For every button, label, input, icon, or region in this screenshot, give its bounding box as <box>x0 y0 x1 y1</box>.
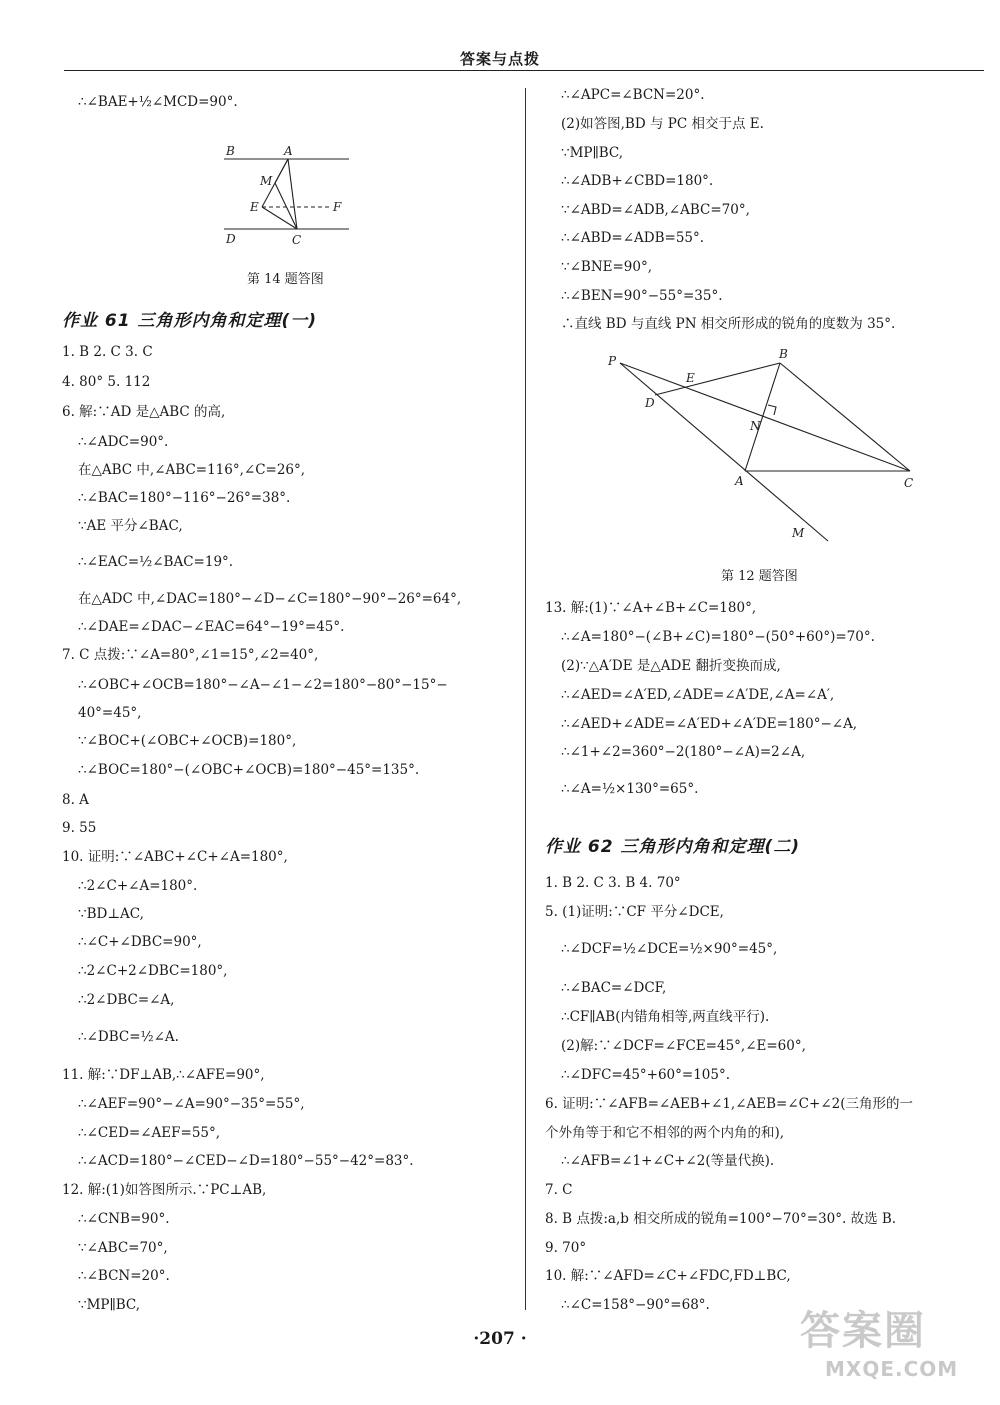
answer-line: ∴∠DFC=45°+60°=105°. <box>561 1067 731 1083</box>
answer-line: 9. 70° <box>545 1240 587 1256</box>
answer-line: ∴∠DBC=½∠A. <box>78 1029 179 1045</box>
answer-line: ∴CF∥AB(内错角相等,两直线平行). <box>561 1009 770 1025</box>
answer-line: ∵∠BNE=90°, <box>561 259 653 275</box>
fig12-label-a: A <box>735 474 744 488</box>
fig12-line-ba <box>745 363 780 471</box>
answer-line: ∴∠BAC=180°−116°−26°=38°. <box>78 490 291 506</box>
answer-line: 9. 55 <box>62 820 97 836</box>
answer-line: ∵∠ABD=∠ADB,∠ABC=70°, <box>561 202 750 218</box>
answer-line: ∴∠DCF=½∠DCE=½×90°=45°, <box>561 941 778 957</box>
answer-line: 10. 证明:∵∠ABC+∠C+∠A=180°, <box>62 849 288 865</box>
answer-line: ∴∠CNB=90°. <box>78 1211 170 1227</box>
answer-line: ∴∠BAC=∠DCF, <box>561 980 667 996</box>
answer-line: 40°=45°, <box>78 705 142 721</box>
answer-line-intro: ∴∠BAE+½∠MCD=90°. <box>78 94 238 110</box>
answer-line: 6. 证明:∵∠AFB=∠AEB+∠1,∠AEB=∠C+∠2(三角形的一 <box>545 1096 913 1112</box>
fig14-label-c: C <box>292 233 302 247</box>
answer-line: 1. B 2. C 3. C <box>62 344 153 360</box>
figure-12-diagram <box>600 345 940 550</box>
fig12-label-d: D <box>645 396 655 410</box>
fig12-label-e: E <box>686 371 695 385</box>
answer-line: ∴∠BCN=20°. <box>78 1268 170 1284</box>
answer-line: ∴∠ADC=90°. <box>78 434 169 450</box>
answer-line: 在△ABC 中,∠ABC=116°,∠C=26°, <box>78 462 306 478</box>
answer-line: ∴∠BOC=180°−(∠OBC+∠OCB)=180°−45°=135°. <box>78 762 420 778</box>
page-number: ·207 · <box>473 1329 527 1349</box>
answer-line: 4. 80° 5. 112 <box>62 374 151 390</box>
fig12-label-c: C <box>904 476 914 490</box>
answer-line: 12. 解:(1)如答图所示.∵PC⊥AB, <box>62 1182 267 1198</box>
fig12-line-bc <box>780 363 910 471</box>
watermark-logo <box>800 1308 990 1400</box>
fig14-label-e: E <box>250 200 259 214</box>
answer-line: ∵AE 平分∠BAC, <box>78 518 183 534</box>
header-rule <box>64 70 984 71</box>
answer-line: 5. (1)证明:∵CF 平分∠DCE, <box>545 904 724 920</box>
figure-12-caption: 第 12 题答图 <box>721 569 798 584</box>
answer-line: ∴∠ABD=∠ADB=55°. <box>561 230 705 246</box>
answer-line: ∴∠AED+∠ADE=∠A′ED+∠A′DE=180°−∠A, <box>561 716 858 732</box>
fig12-line-pc <box>620 363 910 471</box>
answer-line: ∵MP∥BC, <box>78 1297 141 1313</box>
answer-line: ∴∠C=158°−90°=68°. <box>561 1297 710 1313</box>
answer-line: 7. C <box>545 1182 573 1198</box>
answer-line: (2)解:∵∠DCF=∠FCE=45°,∠E=60°, <box>561 1038 806 1054</box>
answer-line: ∴∠A=½×130°=65°. <box>561 781 699 797</box>
answer-line: ∵BD⊥AC, <box>78 906 144 922</box>
answer-line: ∴2∠DBC=∠A, <box>78 992 175 1008</box>
section-61-title: 作业 61 三角形内角和定理(一) <box>62 311 318 331</box>
answer-line: 13. 解:(1)∵∠A+∠B+∠C=180°, <box>545 600 757 616</box>
answer-line: ∴∠AEF=90°−∠A=90°−35°=55°, <box>78 1096 305 1112</box>
answer-line: 11. 解:∵DF⊥AB,∴∠AFE=90°, <box>62 1067 265 1083</box>
answer-line: ∵∠ABC=70°, <box>78 1240 168 1256</box>
fig14-label-m: M <box>260 174 273 188</box>
fig12-label-n: N <box>750 419 761 433</box>
section-62-title: 作业 62 三角形内角和定理(二) <box>545 837 801 857</box>
answer-line: ∴2∠C+∠A=180°. <box>78 878 198 894</box>
column-divider <box>525 88 526 1310</box>
fig12-label-m: M <box>792 526 805 540</box>
answer-line: ∴∠BEN=90°−55°=35°. <box>561 288 723 304</box>
fig12-label-p: P <box>608 354 617 368</box>
answer-line: 个外角等于和它不相邻的两个内角的和), <box>545 1125 785 1141</box>
answer-line: ∴∠AED=∠A′ED,∠ADE=∠A′DE,∠A=∠A′, <box>561 687 835 703</box>
answer-line: ∴∠ACD=180°−∠CED−∠D=180°−55°−42°=83°. <box>78 1153 414 1169</box>
answer-line: ∴2∠C+2∠DBC=180°, <box>78 963 228 979</box>
watermark-url-text: MXQE.COM <box>825 1357 959 1381</box>
answer-line: ∵∠BOC+(∠OBC+∠OCB)=180°, <box>78 733 297 749</box>
fig14-label-a: A <box>284 144 293 158</box>
figure-14-caption: 第 14 题答图 <box>247 272 324 287</box>
answer-line: ∴∠APC=∠BCN=20°. <box>561 87 705 103</box>
answer-line: (2)如答图,BD 与 PC 相交于点 E. <box>561 116 764 132</box>
answer-line: ∴∠OBC+∠OCB=180°−∠A−∠1−∠2=180°−80°−15°− <box>78 677 448 693</box>
page-header: 答案与点拨 <box>459 50 540 68</box>
answer-line: ∴∠C+∠DBC=90°, <box>78 934 202 950</box>
answer-line: 8. A <box>62 792 89 808</box>
answer-line: ∴∠CED=∠AEF=55°, <box>78 1125 221 1141</box>
answer-line: 7. C 点拨:∵∠A=80°,∠1=15°,∠2=40°, <box>62 647 319 663</box>
answer-line: 在△ADC 中,∠DAC=180°−∠D−∠C=180°−90°−26°=64°, <box>78 591 462 607</box>
fig12-line-pm <box>620 363 828 541</box>
answer-line: 10. 解:∵∠AFD=∠C+∠FDC,FD⊥BC, <box>545 1268 791 1284</box>
answer-line: ∵MP∥BC, <box>561 145 624 161</box>
answer-line: 6. 解:∵AD 是△ABC 的高, <box>62 404 226 420</box>
fig12-right-angle-mark <box>768 405 776 415</box>
fig14-label-b: B <box>226 144 235 158</box>
answer-line: ∴∠ADB+∠CBD=180°. <box>561 173 714 189</box>
answer-line: ∴∠DAE=∠DAC−∠EAC=64°−19°=45°. <box>78 619 345 635</box>
answer-line: ∴∠A=180°−(∠B+∠C)=180°−(50°+60°)=70°. <box>561 629 875 645</box>
answer-line: (2)∵△A′DE 是△ADE 翻折变换而成, <box>561 658 781 674</box>
answer-line: ∴直线 BD 与直线 PN 相交所形成的锐角的度数为 35°. <box>561 316 896 332</box>
answer-line: ∴∠1+∠2=360°−2(180°−∠A)=2∠A, <box>561 744 806 760</box>
watermark-logo-text: 答案圈 <box>800 1308 926 1354</box>
fig12-line-db <box>655 363 780 395</box>
figure-14-diagram <box>212 138 362 250</box>
answer-line: ∴∠AFB=∠1+∠C+∠2(等量代换). <box>561 1153 775 1169</box>
answer-line: ∴∠EAC=½∠BAC=19°. <box>78 554 234 570</box>
fig12-label-b: B <box>779 347 788 361</box>
fig14-label-d: D <box>226 232 236 246</box>
fig14-label-f: F <box>333 200 342 214</box>
answer-line: 1. B 2. C 3. B 4. 70° <box>545 875 681 891</box>
answer-line: 8. B 点拨:a,b 相交所成的锐角=100°−70°=30°. 故选 B. <box>545 1211 897 1227</box>
